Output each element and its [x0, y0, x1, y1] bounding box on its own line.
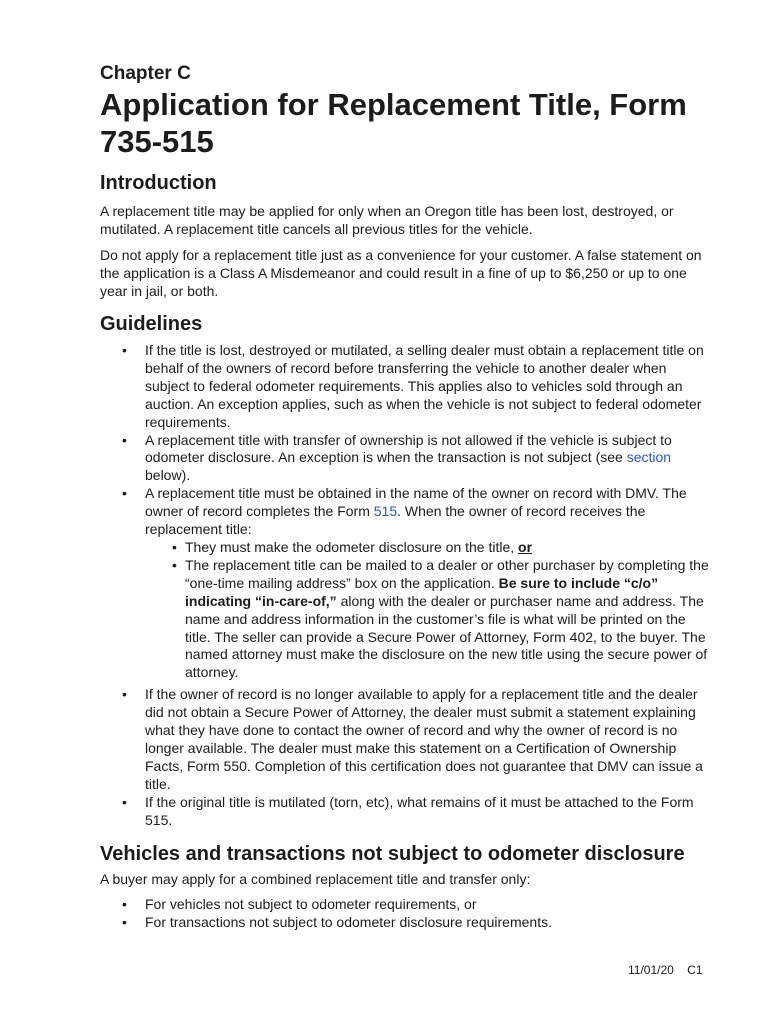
introduction-paragraph-1: A replacement title may be applied for only when an Oregon title has been lost, destroyed, or mutilated. A replacement title cancels all previous titles for the vehicle.	[100, 203, 674, 237]
guideline-subitem: • They must make the odometer disclosure on the title, or	[145, 539, 710, 557]
chapter-label: Chapter C	[100, 63, 191, 84]
guideline-sublist	[145, 539, 710, 682]
guideline-subitem: • The replacement title can be mailed to a dealer or other purchaser by completing the “one-time mailing address” box on the application. Be sure to include “c/o” indicating “in-care-of,” along with the dealer or purchaser name and address. The name and address information in the customer’s file is what will be printed on the title. The seller can provide a Secure Power of Attorney, Form 402, to the buyer. The named attorney must make the disclosure on the new title using the secure power of attorney.	[145, 557, 710, 682]
guidelines-list	[100, 342, 710, 829]
guideline-item: • A replacement title with transfer of ownership is not allowed if the vehicle is subject to odometer disclosure. An exception is when the transaction is not subject (see section below).	[100, 432, 710, 486]
guidelines-heading: Guidelines	[100, 313, 203, 335]
footer-date: 11/01/20	[628, 963, 674, 977]
page-footer	[628, 963, 703, 977]
guideline-item: • If the owner of record is no longer available to apply for a replacement title and the dealer did not obtain a Secure Power of Attorney, the dealer must submit a statement explaining what they have done to contact the owner of record and why the owner of record is no longer available. The dealer must make this statement on a Certification of Ownership Facts, Form 550. Completion of this certification does not guarantee that DMV can issue a title.	[100, 686, 710, 793]
or-emphasis: or	[518, 538, 533, 555]
page-title: Application for Replacement Title, Form 735-515	[100, 87, 687, 159]
introduction-heading: Introduction	[100, 172, 217, 194]
introduction-paragraph-2: Do not apply for a replacement title just as a convenience for your customer. A false statement on the application is a Class A Misdemeanor and could result in a fine of up to $6,250 or up to one year in jail, or both.	[100, 247, 702, 299]
form-515-link[interactable]: 515	[373, 503, 398, 520]
vehicles-list-item: • For transactions not subject to odometer disclosure requirements.	[100, 914, 710, 932]
vehicles-list-item: • For vehicles not subject to odometer requirements, or	[100, 896, 710, 914]
section-link[interactable]: section	[626, 449, 672, 466]
guideline-item: • If the title is lost, destroyed or mutilated, a selling dealer must obtain a replacement title on behalf of the owners of record before transferring the vehicle to another dealer when subject to federal odometer requirements. This applies also to vehicles sold through an auction. An exception applies, such as when the vehicle is not subject to federal odometer requirements.	[100, 342, 710, 432]
vehicles-heading: Vehicles and transactions not subject to odometer disclosure	[100, 843, 685, 865]
footer-page-number: C1	[687, 963, 703, 977]
guideline-item: • If the original title is mutilated (torn, etc), what remains of it must be attached to the Form 515.	[100, 794, 710, 830]
guideline-item: • A replacement title must be obtained in the name of the owner on record with DMV. The owner of record completes the Form 515. When the owner of record receives the replacement title: • They must make the odometer disclosure on the title, or • The replacement title can be mailed to a dealer or other purchaser by completing the “one-time mailing address” box on the application. Be sure to include “c/o” indicating “in-care-of,” along with the dealer or purchaser name and address. The name and address information in the customer’s file is what will be printed on the title. The seller can provide a Secure Power of Attorney, Form 402, to the buyer. The named attorney must make the disclosure on the new title using the secure power of attorney.	[100, 485, 710, 682]
vehicles-list	[100, 896, 710, 932]
care-of-emphasis: Be sure to include “c/o” indicating “in-care-of,”	[185, 574, 659, 609]
vehicles-intro: A buyer may apply for a combined replacement title and transfer only:	[100, 871, 531, 887]
